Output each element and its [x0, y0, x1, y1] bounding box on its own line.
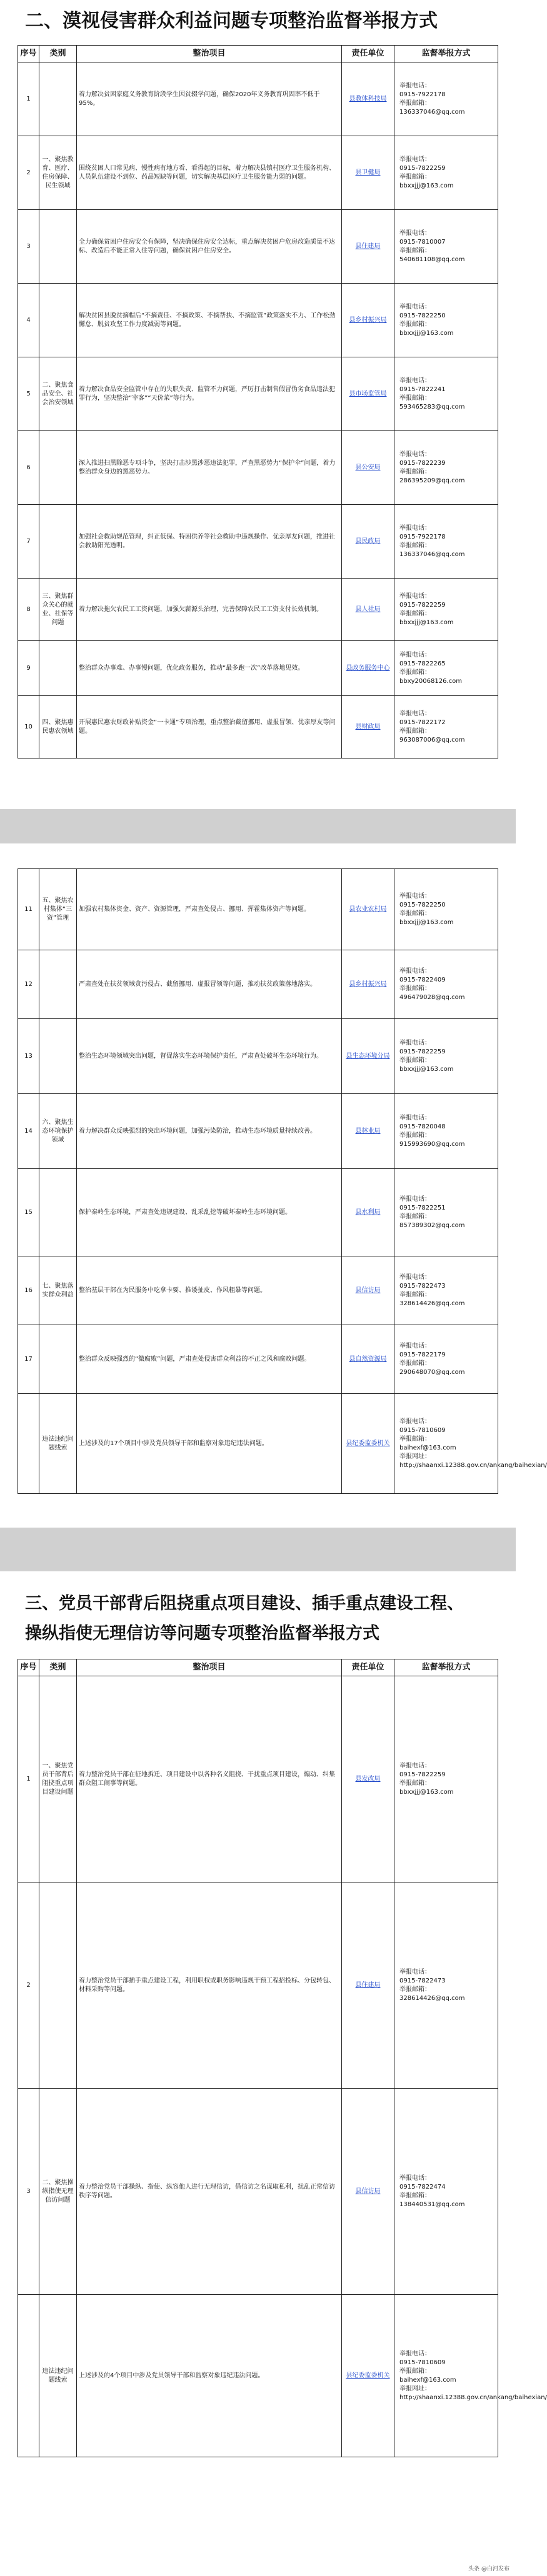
row-responsible-unit	[342, 136, 394, 210]
row-category	[39, 1019, 77, 1094]
row-contact-text: 举报电话： 0915-7822265 举报邮箱： bbxy20068126.com	[399, 651, 462, 685]
table-row	[18, 1094, 498, 1169]
row-contact-text: 举报电话： 0915-7822259 举报邮箱： bbxxjjj@163.com	[399, 592, 454, 626]
row-responsible-unit-text: 县生态环境分局	[346, 1052, 390, 1060]
row-category	[39, 2295, 77, 2457]
row-index-text: 17	[24, 1355, 33, 1363]
row-responsible-unit-text: 县民政局	[355, 537, 381, 545]
row-index	[18, 1325, 39, 1394]
row-item-text	[77, 1394, 342, 1494]
row-category-text: 违法违纪问题线索	[42, 1435, 74, 1451]
row-contact-text: 举报电话： 0915-7810609 举报邮箱： baihexf@163.com 举报网址： http://shaanxi.12388.gov.cn/ankang/baihexian/	[399, 2350, 547, 2401]
row-item-text	[77, 357, 342, 431]
row-contact	[394, 1019, 498, 1094]
row-index	[18, 1676, 39, 1882]
row-index	[18, 136, 39, 210]
row-responsible-unit	[342, 1394, 394, 1494]
table-row	[18, 284, 498, 357]
row-item-text	[77, 579, 342, 641]
row-category-text: 五、聚焦农村集体“三资”管理	[42, 897, 74, 922]
row-contact-text: 举报电话： 0915-7822409 举报邮箱： 496479028@qq.com	[399, 967, 465, 1001]
row-index-text: 12	[24, 980, 33, 988]
row-item-text-text: 整治群众反映强烈的“微腐败”问题，严肃查处侵害群众利益的不正之风和腐败问题。	[79, 1355, 311, 1363]
row-contact-text: 举报电话： 0915-7822259 举报邮箱： bbxxjjj@163.com	[399, 156, 454, 189]
row-responsible-unit-text: 县住建局	[355, 1981, 381, 1989]
row-index	[18, 1882, 39, 2089]
row-item-text	[77, 1169, 342, 1256]
row-item-text	[77, 284, 342, 357]
row-contact-text: 举报电话： 0915-7822251 举报邮箱： 857389302@qq.com	[399, 1195, 465, 1229]
row-contact	[394, 210, 498, 284]
table-section-2-part-2	[18, 868, 547, 1494]
row-item-text-text: 上述涉及的17个项目中涉及党员领导干部和监察对象违纪违法问题。	[79, 1440, 268, 1447]
table-row	[18, 950, 498, 1019]
table-header-row	[18, 46, 498, 62]
row-index	[18, 1256, 39, 1325]
table-row	[18, 1325, 498, 1394]
row-item-text-text: 着力解决贫困家庭义务教育阶段学生因贫辍学问题，确保2020年义务教育巩固率不低于95%。	[79, 91, 320, 107]
row-category	[39, 1882, 77, 2089]
row-category	[39, 136, 77, 210]
table-row	[18, 1394, 498, 1494]
row-responsible-unit	[342, 62, 394, 136]
row-contact-text: 举报电话： 0915-7922178 举报邮箱： 136337046@qq.com	[399, 82, 465, 116]
row-item-text-text: 保护秦岭生态环境，严肃查处违规建设、乱采乱挖等破坏秦岭生态环境问题。	[79, 1208, 291, 1216]
table-row	[18, 357, 498, 431]
row-responsible-unit-text: 县乡村振兴局	[349, 980, 387, 988]
header-idx: 序号	[18, 46, 39, 62]
row-category	[39, 869, 77, 950]
row-item-text-text: 解决贫困县脱贫摘帽后“不摘责任、不摘政策、不摘帮扶、不摘监管”政策落实不力、工作松劲懈怠、脱贫攻坚工作力度减弱等问题。	[79, 312, 336, 328]
row-category	[39, 431, 77, 505]
row-index	[18, 284, 39, 357]
row-responsible-unit	[342, 210, 394, 284]
table-section-2-part-1	[18, 45, 498, 758]
row-contact	[394, 357, 498, 431]
row-category	[39, 210, 77, 284]
table-row	[18, 1882, 498, 2089]
row-responsible-unit-text: 县信访局	[355, 1286, 381, 1294]
row-contact	[394, 1676, 498, 1882]
row-item-text	[77, 1676, 342, 1882]
row-item-text	[77, 2295, 342, 2457]
row-category	[39, 2089, 77, 2295]
table-row	[18, 696, 498, 758]
row-index	[18, 62, 39, 136]
row-index	[18, 950, 39, 1019]
row-responsible-unit-text: 县公安局	[355, 464, 381, 471]
table-row	[18, 1019, 498, 1094]
row-contact	[394, 950, 498, 1019]
row-responsible-unit	[342, 284, 394, 357]
row-category	[39, 357, 77, 431]
row-index-text: 4	[26, 316, 31, 324]
row-responsible-unit	[342, 950, 394, 1019]
table-row	[18, 210, 498, 284]
row-contact-text: 举报电话： 0915-7822259 举报邮箱： bbxxjjj@163.com	[399, 1762, 454, 1796]
row-index	[18, 1394, 39, 1494]
row-index	[18, 1094, 39, 1169]
row-index-text: 3	[26, 2187, 31, 2195]
header-unit: 责任单位	[342, 1659, 394, 1676]
row-index-text: 2	[26, 169, 31, 176]
watermark: 头条 @白河发布	[468, 2566, 509, 2572]
row-index-text: 1	[26, 95, 31, 102]
row-item-text-text: 整治基层干部在为民服务中吃拿卡要、推诿扯皮、作风粗暴等问题。	[79, 1286, 266, 1294]
row-index-text: 11	[24, 905, 33, 913]
row-item-text	[77, 62, 342, 136]
row-contact	[394, 2089, 498, 2295]
row-item-text-text: 严肃查处在扶贫领域贪污侵占、截留挪用、虚报冒领等问题，推动扶贫政策落地落实。	[79, 980, 316, 988]
row-item-text	[77, 431, 342, 505]
row-item-text-text: 深入推进扫黑除恶专项斗争，坚决打击涉黑涉恶违法犯罪，严查黑恶势力“保护伞”问题，着力整治群众身边的黑恶势力。	[79, 459, 336, 475]
row-index-text: 6	[26, 464, 31, 471]
row-contact	[394, 62, 498, 136]
row-category	[39, 1094, 77, 1169]
row-contact-text: 举报电话： 0915-7822250 举报邮箱： bbxxjjj@163.com	[399, 303, 454, 337]
header-contact: 监督举报方式	[394, 46, 498, 62]
row-responsible-unit	[342, 1325, 394, 1394]
section-2-title: 二、漠视侵害群众利益问题专项整治监督举报方式	[25, 10, 438, 32]
row-item-text-text: 整治群众办事难、办事慢问题，优化政务服务，推动“最多跑一次”改革落地见效。	[79, 664, 304, 672]
page-separator-2	[0, 1528, 516, 1571]
row-responsible-unit-text: 县纪委监委机关	[346, 2372, 390, 2379]
row-contact	[394, 505, 498, 579]
row-category	[39, 1169, 77, 1256]
row-index-text: 10	[24, 723, 33, 730]
row-item-text	[77, 1094, 342, 1169]
header-cat: 类别	[39, 46, 77, 62]
row-responsible-unit	[342, 2089, 394, 2295]
row-category-text: 二、聚焦操纵指使无理信访问题	[42, 2179, 74, 2204]
row-responsible-unit	[342, 1882, 394, 2089]
section-3-title-line-1: 三、党员干部背后阻挠重点项目建设、插手重点建设工程、	[25, 1594, 464, 1613]
row-category	[39, 641, 77, 696]
row-item-text-text: 加强农村集体资金、资产、资源管理，严肃查处侵占、挪用、挥霍集体资产等问题。	[79, 905, 310, 913]
row-item-text-text: 着力解决食品安全监管中存在的失职失责、监管不力问题，严厉打击制售假冒伪劣食品违法犯罪行为，坚决整治“宰客”“天价菜”等行为。	[79, 385, 335, 402]
header-contact: 监督举报方式	[394, 1659, 498, 1676]
row-responsible-unit-text: 县林业局	[355, 1127, 381, 1135]
row-responsible-unit	[342, 641, 394, 696]
row-contact-text: 举报电话： 0915-7810609 举报邮箱： baihexf@163.com 举报网址： http://shaanxi.12388.gov.cn/ankang/baihexian/	[399, 1418, 547, 1469]
row-category-text: 三、聚焦群众关心的就业、社保等问题	[42, 592, 74, 626]
row-contact	[394, 136, 498, 210]
row-index	[18, 2089, 39, 2295]
row-contact	[394, 1394, 547, 1494]
row-item-text	[77, 210, 342, 284]
row-category	[39, 696, 77, 758]
row-contact-text: 举报电话： 0915-7822474 举报邮箱： 138440531@qq.com	[399, 2174, 465, 2208]
row-contact	[394, 2295, 547, 2457]
row-contact-text: 举报电话： 0915-7820048 举报邮箱： 915993690@qq.com	[399, 1114, 465, 1148]
row-category	[39, 1256, 77, 1325]
row-responsible-unit	[342, 2295, 394, 2457]
row-item-text-text: 着力整治党员干部操纵、指使、纵容他人进行无理信访，借信访之名谋取私利，扰乱正常信访秩序等问题。	[79, 2183, 335, 2199]
row-item-text-text: 加强社会救助规范管理，纠正低保、特困供养等社会救助中违规操作、优亲厚友问题，推进社会救助阳光透明。	[79, 533, 335, 549]
row-responsible-unit-text: 县卫健局	[355, 169, 381, 176]
row-responsible-unit	[342, 1169, 394, 1256]
row-item-text	[77, 1325, 342, 1394]
row-item-text	[77, 136, 342, 210]
row-category	[39, 1676, 77, 1882]
row-index-text: 13	[24, 1052, 33, 1060]
row-responsible-unit-text: 县人社局	[355, 605, 381, 613]
row-responsible-unit-text: 县农业农村局	[349, 905, 387, 913]
row-contact-text: 举报电话： 0915-7822473 举报邮箱： 328614426@qq.com	[399, 1273, 465, 1307]
row-responsible-unit	[342, 869, 394, 950]
row-responsible-unit-text: 县住建局	[355, 242, 381, 250]
row-contact-text: 举报电话： 0915-7810007 举报邮箱： 540681108@qq.com	[399, 229, 465, 263]
row-category-text: 违法违纪问题线索	[42, 2367, 74, 2384]
row-item-text	[77, 1256, 342, 1325]
row-responsible-unit-text: 县市场监管局	[349, 390, 387, 397]
row-category-text: 四、聚焦惠民惠农领域	[42, 719, 74, 735]
row-contact	[394, 869, 498, 950]
row-responsible-unit	[342, 357, 394, 431]
row-responsible-unit	[342, 1094, 394, 1169]
row-item-text-text: 着力整治党员干部在征地拆迁、项目建设中以各种名义阻挠、干扰重点项目建设，煽动、纠集群众阻工闹事等问题。	[79, 1771, 335, 1787]
table-header-row-3	[18, 1659, 498, 1676]
row-contact	[394, 696, 498, 758]
row-category	[39, 579, 77, 641]
page-2	[0, 843, 547, 1528]
row-index	[18, 869, 39, 950]
row-contact	[394, 1882, 498, 2089]
row-index-text: 16	[24, 1286, 33, 1294]
row-index-text: 9	[26, 664, 31, 672]
row-responsible-unit-text: 县自然资源局	[349, 1355, 387, 1363]
row-contact-text: 举报电话： 0915-7822250 举报邮箱： bbxxjjj@163.com	[399, 892, 454, 926]
row-item-text-text: 全力确保贫困户住房安全有保障，坚决确保住房安全达标，重点解决贫困户危房改造质量不达标、改造后不能正常入住等问题，确保贫困户住房安全。	[79, 238, 335, 254]
row-category-text: 二、聚焦食品安全、社会治安领域	[42, 381, 74, 406]
row-index	[18, 2295, 39, 2457]
table-row	[18, 1676, 498, 1882]
row-category	[39, 505, 77, 579]
row-contact-text: 举报电话： 0915-7822172 举报邮箱： 963087006@qq.com	[399, 710, 465, 743]
table-row	[18, 641, 498, 696]
row-item-text-text: 着力解决拖欠农民工工资问题，加强欠薪源头治理，完善保障农民工工资支付长效机制。	[79, 605, 323, 613]
row-index	[18, 505, 39, 579]
row-item-text	[77, 1882, 342, 2089]
row-responsible-unit-text: 县财政局	[355, 723, 381, 730]
header-item: 整治项目	[77, 1659, 342, 1676]
row-responsible-unit	[342, 1256, 394, 1325]
row-responsible-unit-text: 县政务服务中心	[346, 664, 390, 672]
row-item-text-text: 整治生态环境领域突出问题，督促落实生态环境保护责任，严肃查处破坏生态环境行为。	[79, 1052, 323, 1060]
row-contact	[394, 641, 498, 696]
row-index	[18, 210, 39, 284]
row-contact-text: 举报电话： 0915-7922178 举报邮箱： 136337046@qq.com	[399, 524, 465, 558]
row-index	[18, 641, 39, 696]
row-item-text-text: 着力解决群众反映强烈的突出环境问题，加强污染防治，推动生态环境质量持续改善。	[79, 1127, 316, 1135]
row-contact	[394, 431, 498, 505]
row-item-text	[77, 641, 342, 696]
header-item: 整治项目	[77, 46, 342, 62]
table-row	[18, 2089, 498, 2295]
header-idx: 序号	[18, 1659, 39, 1676]
row-index-text: 15	[24, 1208, 33, 1216]
row-contact-text: 举报电话： 0915-7822259 举报邮箱： bbxxjjj@163.com	[399, 1039, 454, 1073]
row-contact	[394, 1256, 498, 1325]
table-row	[18, 505, 498, 579]
row-responsible-unit-text: 县乡村振兴局	[349, 316, 387, 324]
table-section-3	[18, 1659, 547, 2457]
header-unit: 责任单位	[342, 46, 394, 62]
row-category-text: 一、聚焦党员干部背后阻挠重点项目建设问题	[42, 1762, 74, 1796]
row-index-text: 8	[26, 605, 31, 613]
row-category	[39, 1394, 77, 1494]
row-contact	[394, 1325, 498, 1394]
row-category-text: 一、聚焦教育、医疗、住房保障、民生领域	[42, 156, 74, 189]
row-item-text-text: 围绕贫困人口常见病、慢性病有地方看、看得起的目标，着力解决县镇村医疗卫生服务机构、人员队伍建设不到位、药品短缺等问题，切实解决基层医疗卫生服务能力弱的问题。	[79, 164, 335, 181]
row-index-text: 7	[26, 537, 31, 545]
row-responsible-unit	[342, 579, 394, 641]
table-row	[18, 869, 498, 950]
row-index-text: 3	[26, 242, 31, 250]
table-row	[18, 431, 498, 505]
table-row	[18, 62, 498, 136]
table-row	[18, 2295, 498, 2457]
row-responsible-unit-text: 县教体科技局	[349, 95, 387, 102]
row-item-text-text: 着力整治党员干部插手重点建设工程，利用职权或职务影响违规干预工程招投标、分包转包、材料采购等问题。	[79, 1977, 335, 1993]
row-responsible-unit	[342, 1676, 394, 1882]
row-item-text-text: 开展惠民惠农财政补贴资金“一卡通”专项治理，重点整治截留挪用、虚报冒领、优亲厚友等问题。	[79, 719, 336, 735]
section-3-title-line-2: 操纵指使无理信访等问题专项整治监督举报方式	[25, 1624, 379, 1643]
row-index	[18, 357, 39, 431]
row-contact	[394, 284, 498, 357]
header-cat: 类别	[39, 1659, 77, 1676]
row-contact-text: 举报电话： 0915-7822473 举报邮箱： 328614426@qq.com	[399, 1968, 465, 2002]
row-responsible-unit-text: 县纪委监委机关	[346, 1440, 390, 1447]
row-category	[39, 62, 77, 136]
row-category-text: 七、聚焦落实群众利益	[42, 1282, 74, 1298]
page-separator	[0, 809, 516, 843]
row-responsible-unit	[342, 431, 394, 505]
row-index-text: 14	[24, 1127, 33, 1135]
page-1	[0, 0, 516, 809]
page-3	[0, 1571, 547, 2576]
row-index-text: 1	[26, 1775, 31, 1783]
row-index	[18, 696, 39, 758]
row-contact	[394, 579, 498, 641]
row-category	[39, 284, 77, 357]
row-item-text	[77, 950, 342, 1019]
row-category-text: 六、聚焦生态环境保护领域	[42, 1118, 74, 1143]
row-item-text	[77, 505, 342, 579]
row-index	[18, 431, 39, 505]
row-responsible-unit	[342, 696, 394, 758]
row-category	[39, 950, 77, 1019]
row-index-text: 5	[26, 390, 31, 397]
row-index	[18, 579, 39, 641]
row-index	[18, 1019, 39, 1094]
row-contact	[394, 1094, 498, 1169]
row-responsible-unit-text: 县发改局	[355, 1775, 381, 1783]
row-responsible-unit-text: 县信访局	[355, 2187, 381, 2195]
row-index	[18, 1169, 39, 1256]
table-row	[18, 1256, 498, 1325]
row-item-text	[77, 2089, 342, 2295]
row-contact	[394, 1169, 498, 1256]
row-item-text-text: 上述涉及的4个项目中涉及党员领导干部和监察对象违纪违法问题。	[79, 2372, 264, 2379]
row-responsible-unit	[342, 1019, 394, 1094]
table-row	[18, 1169, 498, 1256]
table-row	[18, 136, 498, 210]
row-index-text: 2	[26, 1981, 31, 1989]
row-item-text	[77, 869, 342, 950]
row-category	[39, 1325, 77, 1394]
row-contact-text: 举报电话： 0915-7822241 举报邮箱： 593465283@qq.com	[399, 377, 465, 410]
row-contact-text: 举报电话： 0915-7822239 举报邮箱： 286395209@qq.com	[399, 450, 465, 484]
row-contact-text: 举报电话： 0915-7822179 举报邮箱： 290648070@qq.com	[399, 1342, 465, 1376]
row-responsible-unit-text: 县水利局	[355, 1208, 381, 1216]
table-row	[18, 579, 498, 641]
row-item-text	[77, 1019, 342, 1094]
row-item-text	[77, 696, 342, 758]
row-responsible-unit	[342, 505, 394, 579]
